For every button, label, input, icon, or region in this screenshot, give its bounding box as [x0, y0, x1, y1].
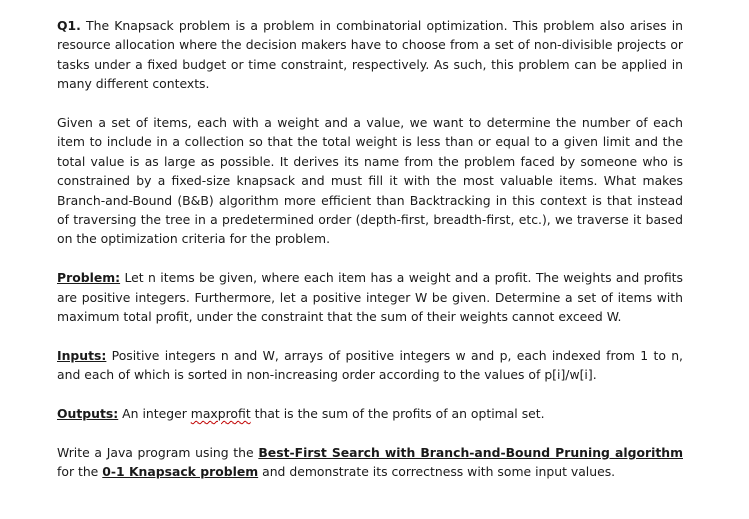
task-text-2: for the: [57, 464, 103, 480]
task-paragraph: [57, 443, 683, 482]
problem-name: 0-1 Knapsack problem: [102, 464, 259, 480]
background-paragraph: Given a set of items, each with a weight and a value, we want to determine the number of each item to include in a collection so that the total weight is less than or equal to a given limit and the total value is as large as possible. It derives its name from the problem faced by someone who is constrained by a fixed-size knapsack and must fill it with the most valuable items. What makes Branch-and-Bound (B&B) algorithm more efficient than Backtracking in this context is that instead of traversing the tree in a predetermined order (depth-first, breadth-first, etc.), we traverse it based on the optimization criteria for the problem.: [57, 115, 683, 247]
problem-text: Let n items be given, where each item has a weight and a profit. The weights and profits are positive integers. Furthermore, let a positive integer W be given. Determine a set of items with maximum total profit, under the constraint that the sum of their weights cannot exceed W.: [57, 270, 683, 325]
document-body: [57, 16, 683, 482]
inputs-label: Inputs:: [57, 347, 107, 363]
problem-paragraph: [57, 268, 683, 326]
task-text-3: and demonstrate its correctness with some input values.: [258, 464, 616, 480]
problem-label: Problem:: [57, 270, 121, 286]
outputs-text-before: An integer: [118, 406, 191, 422]
outputs-text-after: that is the sum of the profits of an optimal set.: [250, 406, 545, 422]
inputs-paragraph: [57, 346, 683, 385]
outputs-label: Outputs:: [57, 406, 119, 422]
question-number: Q1.: [57, 18, 81, 33]
algorithm-name: Best-First Search with Branch-and-Bound Pruning algorithm: [258, 444, 683, 460]
question-intro-paragraph: [57, 16, 683, 94]
question-intro-text: The Knapsack problem is a problem in combinatorial optimization. This problem also arises in resource allocation where the decision makers have to choose from a set of non-divisible projects or tasks under a fixed budget or time constraint, respectively. As such, this problem can be applied in many different contexts.: [57, 18, 683, 92]
outputs-paragraph: [57, 404, 683, 423]
maxprofit-term: maxprofit: [190, 406, 251, 422]
inputs-text: Positive integers n and W, arrays of positive integers w and p, each indexed from 1 to n, and each of which is sorted in non-increasing order according to the values of p[i]/w[i].: [57, 347, 683, 383]
task-text-1: Write a Java program using the: [57, 444, 259, 460]
